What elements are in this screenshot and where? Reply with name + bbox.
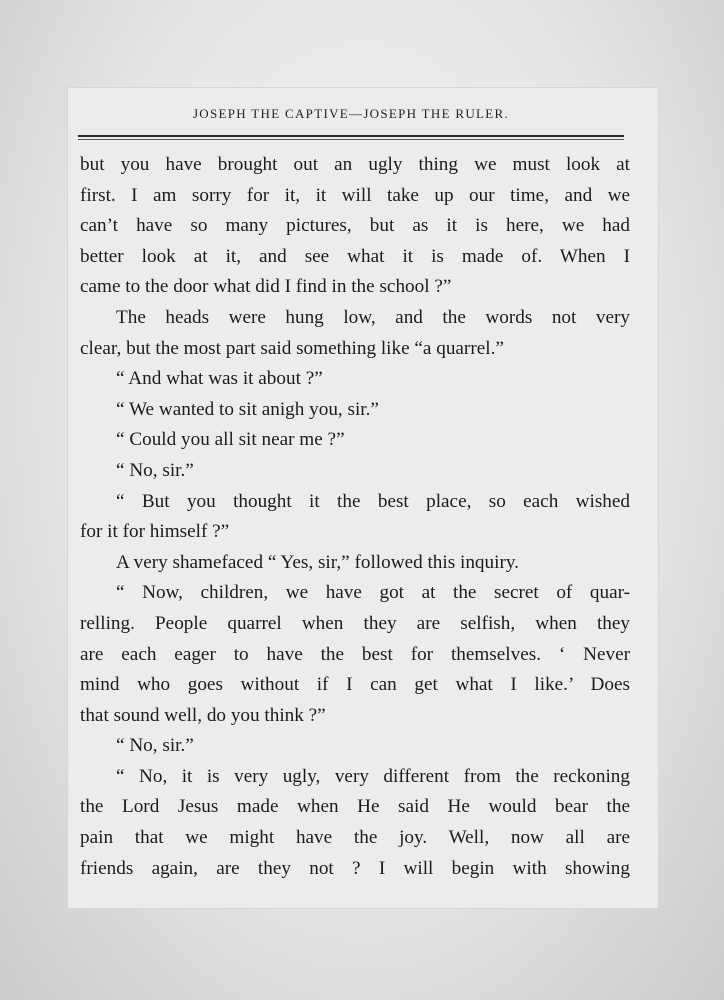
text-line: but you have brought out an ugly thing we must look at xyxy=(80,154,630,175)
text-line: that sound well, do you think ?” xyxy=(80,704,326,726)
text-line: first. I am sorry for it, it will take up our time, and we xyxy=(80,184,630,206)
text-line: are each eager to have the best for themselves. ‘ Never xyxy=(80,643,630,665)
text-line: can’t have so many pictures, but as it is here, we had xyxy=(80,215,630,237)
text-line: the Lord Jesus made when He said He would bear the xyxy=(80,796,630,818)
text-line: “ No, it is very ugly, very different from the reckoning xyxy=(116,765,630,787)
text-line: friends again, are they not ? I will begin with showing xyxy=(80,857,630,879)
text-line: “ Could you all sit near me ?” xyxy=(116,429,345,451)
text-line: A very shamefaced “ Yes, sir,” followed this inquiry. xyxy=(116,551,519,573)
text-line: “ But you thought it the best place, so each wished xyxy=(116,490,630,512)
text-line: better look at it, and see what it is made of. When I xyxy=(80,245,630,267)
text-line: The heads were hung low, and the words not very xyxy=(116,306,630,328)
running-head: JOSEPH THE CAPTIVE—JOSEPH THE RULER. xyxy=(192,106,510,121)
text-line: “ No, sir.” xyxy=(116,735,194,757)
text-line: “ And what was it about ?” xyxy=(116,368,323,390)
text-line: pain that we might have the joy. Well, now all are xyxy=(80,827,630,849)
text-line: relling. People quarrel when they are selfish, when they xyxy=(80,612,630,634)
header-rule-thin xyxy=(78,139,624,140)
text-line: “ Now, children, we have got at the secret of quar- xyxy=(116,582,630,604)
body-text xyxy=(80,150,630,884)
header-rule xyxy=(78,135,624,137)
text-line: “ We wanted to sit anigh you, sir.” xyxy=(116,398,379,420)
text-line: for it for himself ?” xyxy=(80,521,230,543)
text-line: mind who goes without if I can get what I like.’ Does xyxy=(80,674,630,696)
text-line: clear, but the most part said something like “a quarrel.” xyxy=(80,337,504,359)
text-line: “ No, sir.” xyxy=(116,459,194,481)
text-line: came to the door what did I find in the school ?” xyxy=(80,276,452,298)
